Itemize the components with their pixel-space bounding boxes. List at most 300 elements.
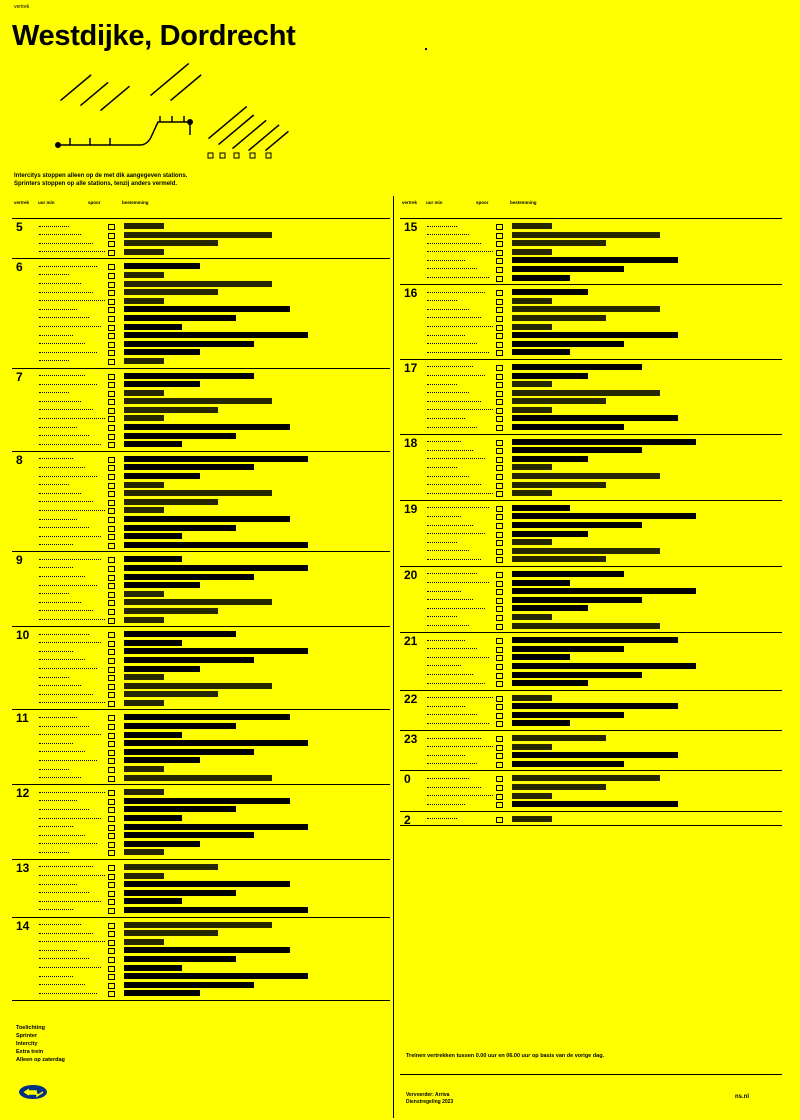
destination-text	[124, 640, 182, 646]
departure-row	[12, 581, 390, 590]
platform-box	[108, 891, 115, 897]
platform-box	[108, 974, 115, 980]
platform-box	[108, 940, 115, 946]
platform-box	[496, 638, 503, 644]
stops-line	[39, 343, 85, 345]
stops-line	[39, 467, 85, 469]
destination-text	[124, 341, 254, 347]
stops-line	[427, 326, 493, 328]
stops-line	[39, 567, 73, 569]
departure-row	[400, 691, 782, 706]
departure-row	[400, 481, 782, 490]
departure-row	[400, 812, 782, 827]
platform-box	[108, 290, 115, 296]
platform-box	[108, 491, 115, 497]
platform-box	[496, 250, 503, 256]
stops-line	[39, 335, 73, 337]
stops-line	[427, 795, 493, 797]
website: ns.nl	[735, 1094, 750, 1100]
platform-box	[108, 483, 115, 489]
destination-text	[512, 761, 624, 767]
departure-row	[400, 455, 782, 464]
destination-text	[124, 873, 164, 879]
destination-text	[124, 939, 164, 945]
platform-box	[496, 374, 503, 380]
platform-box	[108, 692, 115, 698]
destination-text	[512, 324, 552, 330]
stops-line	[427, 755, 465, 757]
departure-row	[400, 274, 782, 283]
info-line: Sprinters stoppen op alle stations, tenzij anders vermeld.	[14, 181, 178, 187]
stops-line	[39, 976, 73, 978]
stops-line	[427, 674, 473, 676]
stops-line	[39, 283, 81, 285]
hour-number: 7	[16, 369, 23, 384]
platform-box	[496, 416, 503, 422]
platform-box	[108, 658, 115, 664]
platform-box	[108, 741, 115, 747]
destination-text	[124, 841, 200, 847]
departure-row	[12, 628, 390, 643]
platform-box	[108, 641, 115, 647]
platform-box	[108, 307, 115, 313]
stops-line	[427, 542, 457, 544]
stops-line	[39, 651, 73, 653]
platform-box	[496, 276, 503, 282]
departure-row	[12, 774, 390, 783]
departure-row	[400, 732, 782, 747]
stops-line	[39, 835, 85, 837]
platform-box	[108, 342, 115, 348]
platform-box	[496, 696, 503, 702]
departure-row	[400, 760, 782, 769]
destination-text	[124, 864, 218, 870]
platform-box	[108, 299, 115, 305]
stops-line	[39, 760, 97, 762]
stops-line	[427, 309, 469, 311]
platform-box	[496, 365, 503, 371]
departure-row	[12, 220, 390, 234]
platform-box	[108, 583, 115, 589]
destination-text	[124, 824, 308, 830]
platform-box	[496, 382, 503, 388]
platform-box	[108, 632, 115, 638]
hour-block	[400, 812, 782, 827]
departure-row	[12, 748, 390, 757]
stops-line	[39, 792, 105, 794]
stops-line	[39, 510, 105, 512]
destination-text	[124, 947, 290, 953]
stops-line	[427, 335, 465, 337]
platform-box	[108, 991, 115, 997]
platform-box	[496, 267, 503, 273]
platform-box	[496, 290, 503, 296]
stops-line	[39, 933, 93, 935]
destination-text	[512, 513, 696, 519]
departure-row	[400, 239, 782, 248]
stops-line	[39, 576, 85, 578]
departure-row	[12, 506, 390, 515]
destination-text	[124, 398, 272, 404]
platform-box	[108, 908, 115, 914]
destination-text	[512, 373, 588, 379]
departure-row	[12, 231, 390, 240]
stops-line	[427, 625, 469, 627]
destination-text	[512, 464, 552, 470]
legend-line: Alleen op zaterdag	[16, 1057, 65, 1063]
platform-box	[108, 776, 115, 782]
destination-text	[124, 789, 164, 795]
destination-text	[512, 614, 552, 620]
platform-box	[496, 713, 503, 719]
departure-row	[400, 220, 782, 234]
departure-row	[400, 604, 782, 613]
stops-line	[39, 875, 105, 877]
stops-line	[427, 640, 465, 642]
platform-box	[496, 557, 503, 563]
hour-number: 22	[404, 691, 418, 706]
destination-text	[124, 775, 272, 781]
stops-line	[427, 559, 481, 561]
departure-row	[400, 297, 782, 306]
stops-line	[39, 493, 81, 495]
stops-line	[39, 866, 93, 868]
stops-line	[39, 642, 101, 644]
stops-line	[427, 738, 481, 740]
destination-text	[512, 415, 678, 421]
platform-box	[496, 704, 503, 710]
platform-box	[108, 282, 115, 288]
departure-row	[400, 645, 782, 654]
destination-text	[124, 982, 254, 988]
departure-row	[12, 989, 390, 998]
platform-box	[496, 448, 503, 454]
hour-block	[400, 285, 782, 360]
destination-text	[124, 832, 254, 838]
stops-line	[39, 435, 89, 437]
platform-box	[496, 776, 503, 782]
departure-row	[12, 690, 390, 699]
destination-text	[124, 373, 254, 379]
stops-line	[39, 743, 73, 745]
platform-box	[496, 474, 503, 480]
stops-line	[39, 585, 97, 587]
destination-text	[512, 712, 624, 718]
ns-logo-icon	[18, 1084, 48, 1100]
platform-box	[496, 258, 503, 264]
destination-text	[124, 956, 236, 962]
destination-text	[512, 752, 678, 758]
destination-text	[512, 548, 660, 554]
platform-box	[108, 816, 115, 822]
platform-box	[496, 589, 503, 595]
stops-line	[39, 544, 73, 546]
departure-row	[400, 711, 782, 720]
destination-text	[124, 525, 236, 531]
destination-text	[512, 637, 678, 643]
stops-line	[39, 777, 81, 779]
stops-line	[427, 533, 485, 535]
departure-row	[400, 530, 782, 539]
hour-block	[12, 452, 390, 553]
departure-row	[12, 840, 390, 849]
platform-box	[496, 233, 503, 239]
platform-box	[496, 299, 503, 305]
destination-text	[124, 714, 290, 720]
header-min: uur min	[38, 200, 55, 205]
departure-row	[400, 414, 782, 423]
departure-row	[12, 280, 390, 289]
hour-number: 12	[16, 786, 30, 801]
destination-text	[512, 793, 552, 799]
destination-text	[124, 973, 308, 979]
departure-row	[12, 616, 390, 625]
departure-row	[12, 380, 390, 389]
departure-row	[12, 305, 390, 314]
destination-text	[124, 433, 236, 439]
departure-row	[12, 639, 390, 648]
stops-line	[39, 967, 101, 969]
column-header	[400, 196, 782, 219]
stops-line	[427, 268, 477, 270]
departure-row	[400, 792, 782, 801]
departure-row	[12, 656, 390, 665]
departure-row	[400, 256, 782, 265]
stops-line	[39, 401, 81, 403]
destination-text	[124, 930, 218, 936]
platform-box	[496, 532, 503, 538]
destination-text	[124, 507, 164, 513]
stops-line	[427, 277, 489, 279]
destination-text	[512, 289, 588, 295]
stops-line	[427, 573, 477, 575]
hour-block	[12, 860, 390, 918]
right-hour-list	[400, 219, 782, 826]
footnote: Treinen vertrekken tussen 0.00 uur en 06.00 uur op basis van de vorige dag.	[406, 1053, 605, 1059]
stops-line	[39, 901, 101, 903]
stops-line	[427, 714, 477, 716]
stops-line	[39, 602, 81, 604]
stops-line	[39, 884, 77, 886]
platform-box	[108, 408, 115, 414]
destination-text	[512, 505, 570, 511]
platform-box	[108, 359, 115, 365]
stops-line	[39, 274, 69, 276]
departure-row	[12, 814, 390, 823]
departure-row	[12, 423, 390, 432]
destination-text	[124, 806, 236, 812]
platform-box	[108, 948, 115, 954]
stops-line	[39, 734, 101, 736]
platform-box	[108, 825, 115, 831]
platform-box	[108, 399, 115, 405]
platform-box	[108, 264, 115, 270]
platform-box	[108, 618, 115, 624]
platform-box	[108, 425, 115, 431]
stops-line	[427, 525, 473, 527]
platform-box	[108, 923, 115, 929]
departure-row	[12, 297, 390, 306]
departure-row	[12, 573, 390, 582]
stops-line	[427, 657, 489, 659]
departure-row	[12, 271, 390, 280]
stops-line	[39, 243, 93, 245]
destination-text	[512, 398, 606, 404]
destination-text	[124, 298, 164, 304]
stops-line	[427, 608, 485, 610]
destination-text	[512, 801, 678, 807]
platform-box	[496, 342, 503, 348]
platform-box	[496, 802, 503, 808]
stops-line	[39, 924, 81, 926]
departure-row	[400, 587, 782, 596]
platform-box	[108, 543, 115, 549]
destination-text	[124, 749, 254, 755]
platform-box	[108, 557, 115, 563]
stops-line	[427, 427, 477, 429]
info-line: Intercitys stoppen alleen op de met dik aangegeven stations.	[14, 173, 188, 179]
destination-text	[124, 424, 290, 430]
destination-text	[124, 289, 218, 295]
platform-box	[108, 566, 115, 572]
departure-row	[12, 389, 390, 398]
departure-row	[12, 946, 390, 955]
departure-row	[12, 452, 390, 467]
legend-line: Intercity	[16, 1041, 38, 1047]
stops-line	[39, 826, 73, 828]
platform-box	[108, 609, 115, 615]
departure-row	[400, 702, 782, 711]
hour-number: 0	[404, 772, 411, 787]
platform-box	[496, 624, 503, 630]
destination-text	[124, 683, 272, 689]
departure-row	[12, 397, 390, 406]
header-min: uur min	[426, 200, 443, 205]
departure-row	[12, 515, 390, 524]
departure-row	[12, 369, 390, 384]
stops-line	[39, 751, 85, 753]
stops-line	[39, 619, 105, 621]
departure-row	[12, 553, 390, 568]
hour-block	[400, 691, 782, 731]
stops-line	[427, 392, 469, 394]
publisher-info	[406, 1092, 453, 1106]
platform-box	[108, 316, 115, 322]
platform-box	[496, 491, 503, 497]
stops-line	[39, 909, 73, 911]
column-divider	[393, 196, 394, 1118]
destination-text	[124, 272, 164, 278]
platform-box	[496, 514, 503, 520]
departure-row	[400, 265, 782, 274]
platform-box	[108, 966, 115, 972]
stops-line	[39, 309, 77, 311]
departure-row	[12, 340, 390, 349]
platform-box	[496, 785, 503, 791]
departure-row	[12, 981, 390, 990]
platform-box	[496, 465, 503, 471]
stops-line	[39, 818, 101, 820]
destination-text	[124, 306, 290, 312]
destination-text	[124, 482, 164, 488]
platform-box	[108, 224, 115, 230]
destination-text	[124, 390, 164, 396]
hour-block	[12, 785, 390, 860]
platform-box	[108, 758, 115, 764]
stops-line	[427, 706, 465, 708]
stops-line	[427, 409, 493, 411]
platform-box	[496, 794, 503, 800]
platform-box	[108, 333, 115, 339]
destination-text	[512, 332, 678, 338]
stops-line	[39, 484, 69, 486]
destination-text	[124, 407, 218, 413]
stops-line	[39, 326, 101, 328]
platform-box	[108, 391, 115, 397]
platform-box	[496, 523, 503, 529]
stops-line	[427, 804, 465, 806]
platform-box	[496, 581, 503, 587]
platform-box	[108, 350, 115, 356]
stops-line	[427, 418, 465, 420]
platform-box	[496, 408, 503, 414]
service-info	[14, 172, 374, 188]
platform-box	[108, 865, 115, 871]
platform-box	[108, 750, 115, 756]
platform-box	[496, 721, 503, 727]
destination-text	[512, 680, 588, 686]
header-platform: spoor	[88, 200, 101, 205]
departure-row	[12, 673, 390, 682]
departure-row	[400, 512, 782, 521]
platform-box	[108, 457, 115, 463]
platform-box	[108, 517, 115, 523]
departure-row	[12, 955, 390, 964]
departure-row	[400, 423, 782, 432]
platform-box	[108, 592, 115, 598]
departure-row	[400, 679, 782, 688]
stops-line	[39, 668, 97, 670]
departure-row	[12, 848, 390, 857]
destination-text	[124, 657, 254, 663]
destination-text	[512, 341, 624, 347]
stops-line	[39, 418, 105, 420]
destination-text	[512, 223, 552, 229]
header-hour: vertrek	[14, 200, 30, 205]
departure-row	[400, 360, 782, 375]
destination-text	[124, 740, 308, 746]
stops-line	[427, 343, 477, 345]
destination-text	[512, 672, 642, 678]
hour-number: 21	[404, 634, 418, 649]
platform-box	[108, 882, 115, 888]
destination-text	[512, 775, 660, 781]
destination-text	[512, 232, 660, 238]
stops-line	[427, 243, 481, 245]
stops-line	[427, 493, 493, 495]
footer-rule	[400, 1074, 782, 1075]
departure-row	[400, 397, 782, 406]
platform-box	[108, 715, 115, 721]
destination-text	[512, 735, 606, 741]
departure-row	[400, 248, 782, 257]
destination-text	[512, 424, 624, 430]
destination-text	[512, 349, 570, 355]
stops-line	[39, 593, 69, 595]
departure-row	[12, 406, 390, 415]
hour-number: 8	[16, 452, 23, 467]
hour-block	[400, 435, 782, 501]
